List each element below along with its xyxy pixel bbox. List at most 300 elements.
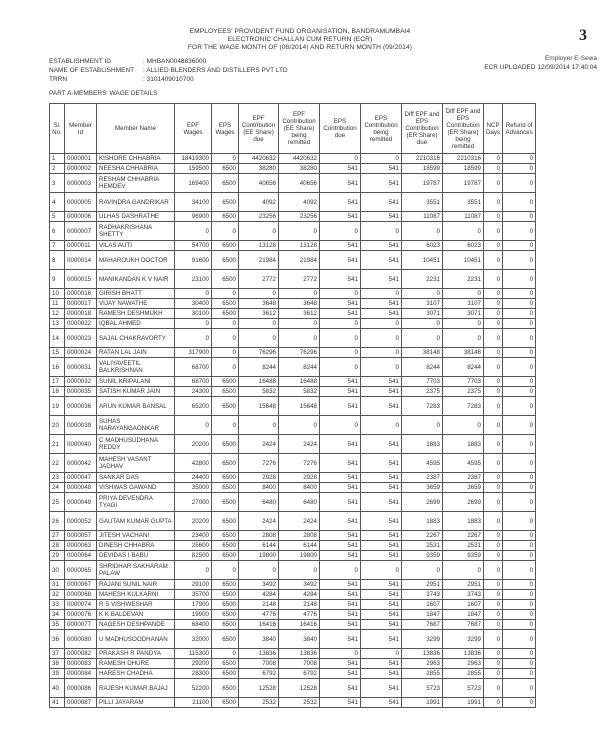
cell-sl: 22 — [50, 454, 65, 473]
cell-diff-remit: 0 — [443, 561, 484, 580]
cell-sl: 41 — [50, 698, 65, 708]
cell-diff-due: 11087 — [402, 212, 443, 222]
cell-epf-wages: 159500 — [175, 164, 212, 174]
cell-eps-due: 0 — [320, 348, 361, 358]
cell-id: 0000047 — [65, 473, 97, 483]
cell-refund: 0 — [503, 551, 536, 561]
cell-epf-due: 19800 — [239, 551, 279, 561]
column-header: Diff EPF and EPS Contribution (ER Share) due — [402, 104, 443, 154]
cell-epf-due: 8244 — [239, 358, 279, 377]
cell-eps-due: 541 — [320, 377, 361, 387]
cell-eps-remit: 541 — [361, 212, 402, 222]
cell-id: 0000042 — [65, 454, 97, 473]
table-row — [50, 164, 536, 174]
cell-eps-due: 0 — [320, 319, 361, 329]
cell-diff-remit: 38148 — [443, 348, 484, 358]
cell-eps-wages: 6500 — [212, 483, 239, 493]
cell-epf-due: 0 — [239, 329, 279, 348]
cell-eps-due: 541 — [320, 531, 361, 541]
cell-diff-due: 3659 — [402, 483, 443, 493]
report-header — [150, 28, 450, 52]
cell-epf-wages: 28300 — [175, 669, 212, 679]
cell-refund: 0 — [503, 512, 536, 531]
cell-sl: 31 — [50, 580, 65, 590]
cell-refund: 0 — [503, 251, 536, 270]
cell-name: MAHESH KULKARNI — [97, 590, 175, 600]
cell-diff-due: 0 — [402, 289, 443, 299]
cell-eps-due: 541 — [320, 174, 361, 193]
table-row — [50, 387, 536, 397]
cell-diff-remit: 2267 — [443, 531, 484, 541]
cell-diff-remit: 3071 — [443, 309, 484, 319]
cell-name: SHRIDHAR SAKHARAM PALAW — [97, 561, 175, 580]
cell-diff-remit: 7283 — [443, 397, 484, 416]
cell-name: RATAN LAL JAIN — [97, 348, 175, 358]
cell-diff-remit: 2531 — [443, 541, 484, 551]
cell-diff-due: 2531 — [402, 541, 443, 551]
table-row — [50, 222, 536, 241]
cell-id: 0000052 — [65, 512, 97, 531]
table-row — [50, 319, 536, 329]
cell-refund: 0 — [503, 309, 536, 319]
cell-id: 0000083 — [65, 659, 97, 669]
table-row — [50, 561, 536, 580]
cell-sl: 4 — [50, 193, 65, 212]
cell-diff-due: 2210316 — [402, 154, 443, 164]
cell-ncp: 0 — [484, 416, 503, 435]
cell-epf-wages: 82500 — [175, 551, 212, 561]
cell-epf-due: 2532 — [239, 698, 279, 708]
table-row — [50, 416, 536, 435]
cell-eps-remit: 541 — [361, 270, 402, 289]
cell-diff-due: 2699 — [402, 493, 443, 512]
table-row — [50, 397, 536, 416]
cell-epf-due: 21984 — [239, 251, 279, 270]
cell-epf-remit: 2424 — [279, 512, 320, 531]
cell-epf-wages: 52200 — [175, 679, 212, 698]
cell-refund: 0 — [503, 610, 536, 620]
cell-eps-remit: 541 — [361, 600, 402, 610]
cell-epf-wages: 65200 — [175, 397, 212, 416]
table-row — [50, 551, 536, 561]
cell-epf-remit: 8400 — [279, 483, 320, 493]
cell-diff-due: 1847 — [402, 610, 443, 620]
cell-ncp: 0 — [484, 241, 503, 251]
cell-epf-wages: 23100 — [175, 270, 212, 289]
cell-diff-remit: 7687 — [443, 620, 484, 630]
cell-epf-wages: 21100 — [175, 698, 212, 708]
cell-id: 0000015 — [65, 270, 97, 289]
cell-sl: 24 — [50, 483, 65, 493]
cell-sl: 7 — [50, 241, 65, 251]
cell-refund: 0 — [503, 174, 536, 193]
cell-name: PRIYA DEVENDRA TYAGI — [97, 493, 175, 512]
cell-diff-remit: 3659 — [443, 483, 484, 493]
cell-refund: 0 — [503, 600, 536, 610]
cell-epf-wages: 35700 — [175, 590, 212, 600]
cell-sl: 21 — [50, 435, 65, 454]
cell-refund: 0 — [503, 493, 536, 512]
cell-epf-due: 76296 — [239, 348, 279, 358]
establishment-id-label: ESTABLISHMENT ID — [49, 58, 111, 65]
column-header: Member Name — [97, 104, 175, 154]
cell-ncp: 0 — [484, 329, 503, 348]
cell-eps-due: 541 — [320, 600, 361, 610]
cell-diff-due: 7687 — [402, 620, 443, 630]
cell-id: 0000063 — [65, 541, 97, 551]
cell-ncp: 0 — [484, 397, 503, 416]
cell-eps-remit: 541 — [361, 590, 402, 600]
cell-epf-due: 2424 — [239, 435, 279, 454]
cell-eps-due: 0 — [320, 561, 361, 580]
cell-epf-remit: 38280 — [279, 164, 320, 174]
cell-name: PILLI JAYARAM — [97, 698, 175, 708]
cell-diff-remit: 0 — [443, 289, 484, 299]
table-row — [50, 270, 536, 289]
cell-ncp: 0 — [484, 222, 503, 241]
cell-epf-due: 2424 — [239, 512, 279, 531]
cell-eps-remit: 0 — [361, 416, 402, 435]
cell-eps-remit: 0 — [361, 358, 402, 377]
report-type: ELECTRONIC CHALLAN CUM RETURN (ECR) — [227, 36, 373, 43]
cell-name: KISHORE CHHABRIA — [97, 154, 175, 164]
column-header: EPS Wages — [212, 104, 239, 154]
cell-name: ULHAS DASHRATHE — [97, 212, 175, 222]
cell-diff-remit: 10451 — [443, 251, 484, 270]
cell-sl: 32 — [50, 590, 65, 600]
table-row — [50, 610, 536, 620]
cell-eps-remit: 541 — [361, 193, 402, 212]
table-row — [50, 630, 536, 649]
table-row — [50, 493, 536, 512]
cell-epf-remit: 3840 — [279, 630, 320, 649]
cell-eps-wages: 0 — [212, 154, 239, 164]
table-header-row — [50, 104, 536, 154]
table-row — [50, 659, 536, 669]
cell-ncp: 0 — [484, 551, 503, 561]
cell-diff-remit: 2855 — [443, 669, 484, 679]
cell-epf-due: 7008 — [239, 659, 279, 669]
cell-eps-wages: 6500 — [212, 610, 239, 620]
cell-eps-wages: 6500 — [212, 531, 239, 541]
cell-epf-due: 4284 — [239, 590, 279, 600]
cell-sl: 28 — [50, 541, 65, 551]
cell-refund: 0 — [503, 270, 536, 289]
cell-eps-wages: 0 — [212, 348, 239, 358]
cell-eps-wages: 6500 — [212, 309, 239, 319]
cell-epf-remit: 7276 — [279, 454, 320, 473]
cell-epf-due: 23256 — [239, 212, 279, 222]
cell-ncp: 0 — [484, 154, 503, 164]
cell-eps-remit: 541 — [361, 512, 402, 531]
establishment-name-value: : ALLIED BLENDERS AND DISTILLERS PVT LTD — [143, 67, 288, 74]
cell-epf-wages: 20200 — [175, 435, 212, 454]
cell-eps-due: 541 — [320, 698, 361, 708]
cell-diff-remit: 11087 — [443, 212, 484, 222]
cell-ncp: 0 — [484, 669, 503, 679]
cell-epf-due: 13836 — [239, 649, 279, 659]
cell-epf-due: 3612 — [239, 309, 279, 319]
cell-ncp: 0 — [484, 590, 503, 600]
cell-ncp: 0 — [484, 610, 503, 620]
cell-epf-due: 6144 — [239, 541, 279, 551]
cell-diff-remit: 2210316 — [443, 154, 484, 164]
org-title: EMPLOYEES' PROVIDENT FUND ORGANISATION, BANDRAMUMBAI4 — [189, 28, 411, 35]
cell-name: VALIYAVEETIL BALKRISHNAN — [97, 358, 175, 377]
cell-id: 0000057 — [65, 531, 97, 541]
cell-epf-remit: 0 — [279, 561, 320, 580]
cell-refund: 0 — [503, 679, 536, 698]
cell-diff-due: 2963 — [402, 659, 443, 669]
column-header: Diff EPF and EPS Contribution (ER Share) being remitted — [443, 104, 484, 154]
cell-name: SUHAS NARAYANGAONKAR — [97, 416, 175, 435]
cell-diff-due: 1883 — [402, 435, 443, 454]
cell-eps-remit: 0 — [361, 348, 402, 358]
cell-epf-wages: 34100 — [175, 193, 212, 212]
cell-sl: 3 — [50, 174, 65, 193]
cell-epf-wages: 68700 — [175, 377, 212, 387]
cell-refund: 0 — [503, 531, 536, 541]
cell-diff-remit: 8244 — [443, 358, 484, 377]
ecr-uploaded-timestamp: ECR UPLOADED 12/09/2014 17:40:04 — [484, 64, 597, 71]
cell-eps-wages: 0 — [212, 416, 239, 435]
table-row — [50, 454, 536, 473]
cell-epf-due: 40656 — [239, 174, 279, 193]
cell-sl: 1 — [50, 154, 65, 164]
cell-eps-due: 541 — [320, 309, 361, 319]
cell-eps-remit: 541 — [361, 435, 402, 454]
cell-eps-remit: 541 — [361, 251, 402, 270]
cell-eps-remit: 541 — [361, 473, 402, 483]
cell-name: GAUTAM KUMAR GUPTA — [97, 512, 175, 531]
cell-ncp: 0 — [484, 299, 503, 309]
cell-epf-remit: 3612 — [279, 309, 320, 319]
cell-id: 0000067 — [65, 580, 97, 590]
cell-eps-due: 541 — [320, 435, 361, 454]
cell-epf-due: 0 — [239, 319, 279, 329]
cell-eps-remit: 541 — [361, 299, 402, 309]
cell-epf-due: 12528 — [239, 679, 279, 698]
cell-id: 0000014 — [65, 251, 97, 270]
cell-diff-due: 9359 — [402, 551, 443, 561]
cell-epf-remit: 16416 — [279, 620, 320, 630]
cell-id: 0000024 — [65, 348, 97, 358]
cell-epf-remit: 8244 — [279, 358, 320, 377]
cell-diff-due: 3107 — [402, 299, 443, 309]
cell-ncp: 0 — [484, 174, 503, 193]
cell-eps-remit: 541 — [361, 164, 402, 174]
cell-epf-wages: 115300 — [175, 649, 212, 659]
cell-name: DEVIDAS I BABU — [97, 551, 175, 561]
cell-eps-wages: 6500 — [212, 590, 239, 600]
cell-refund: 0 — [503, 154, 536, 164]
table-row — [50, 483, 536, 493]
cell-name: IQBAL AHMED — [97, 319, 175, 329]
cell-id: 0000031 — [65, 358, 97, 377]
cell-diff-remit: 4595 — [443, 454, 484, 473]
cell-epf-wages: 30400 — [175, 299, 212, 309]
cell-epf-remit: 0 — [279, 329, 320, 348]
cell-epf-wages: 317900 — [175, 348, 212, 358]
cell-epf-due: 3492 — [239, 580, 279, 590]
table-row — [50, 212, 536, 222]
cell-ncp: 0 — [484, 377, 503, 387]
cell-id: 0000039 — [65, 416, 97, 435]
cell-id: 0000018 — [65, 309, 97, 319]
cell-ncp: 0 — [484, 630, 503, 649]
cell-epf-remit: 3492 — [279, 580, 320, 590]
table-row — [50, 241, 536, 251]
cell-refund: 0 — [503, 358, 536, 377]
cell-eps-remit: 541 — [361, 483, 402, 493]
cell-eps-due: 541 — [320, 493, 361, 512]
cell-eps-wages: 6500 — [212, 669, 239, 679]
cell-eps-due: 541 — [320, 620, 361, 630]
cell-ncp: 0 — [484, 493, 503, 512]
cell-eps-remit: 541 — [361, 174, 402, 193]
cell-id: 0000032 — [65, 377, 97, 387]
table-row — [50, 531, 536, 541]
cell-sl: 20 — [50, 416, 65, 435]
cell-epf-remit: 23256 — [279, 212, 320, 222]
cell-diff-due: 4595 — [402, 454, 443, 473]
employer-esewa-label: Employer E-Sewa — [544, 55, 597, 62]
cell-name: JITESH VACHANI — [97, 531, 175, 541]
cell-sl: 6 — [50, 222, 65, 241]
cell-epf-wages: 0 — [175, 561, 212, 580]
table-row — [50, 620, 536, 630]
cell-diff-remit: 0 — [443, 329, 484, 348]
establishment-id-value: : MHBAN0048836000 — [143, 58, 207, 65]
cell-name: RAJESH KUMAR BAJAJ — [97, 679, 175, 698]
cell-epf-remit: 3648 — [279, 299, 320, 309]
cell-sl: 14 — [50, 329, 65, 348]
cell-diff-remit: 1607 — [443, 600, 484, 610]
cell-sl: 25 — [50, 493, 65, 512]
cell-ncp: 0 — [484, 435, 503, 454]
cell-epf-due: 4092 — [239, 193, 279, 212]
cell-ncp: 0 — [484, 289, 503, 299]
cell-eps-due: 541 — [320, 397, 361, 416]
cell-refund: 0 — [503, 473, 536, 483]
cell-eps-remit: 0 — [361, 329, 402, 348]
cell-diff-remit: 1883 — [443, 512, 484, 531]
table-row — [50, 251, 536, 270]
cell-eps-wages: 6500 — [212, 212, 239, 222]
cell-id: 0000022 — [65, 319, 97, 329]
cell-eps-due: 541 — [320, 679, 361, 698]
cell-diff-due: 3551 — [402, 193, 443, 212]
cell-name: RAJANI SUNIL NAIR — [97, 580, 175, 590]
cell-name: GIRISH BHATT — [97, 289, 175, 299]
cell-epf-due: 0 — [239, 222, 279, 241]
cell-eps-wages: 6500 — [212, 251, 239, 270]
cell-sl: 16 — [50, 358, 65, 377]
cell-epf-wages: 0 — [175, 289, 212, 299]
cell-sl: 33 — [50, 600, 65, 610]
cell-diff-due: 7283 — [402, 397, 443, 416]
cell-epf-wages: 25600 — [175, 541, 212, 551]
cell-sl: 8 — [50, 251, 65, 270]
cell-name: NAGESH DESHPANDE — [97, 620, 175, 630]
cell-epf-due: 2928 — [239, 473, 279, 483]
cell-eps-due: 0 — [320, 289, 361, 299]
cell-name: NEESHA CHHABRIA — [97, 164, 175, 174]
cell-eps-due: 541 — [320, 387, 361, 397]
table-row — [50, 512, 536, 531]
cell-diff-due: 2951 — [402, 580, 443, 590]
cell-diff-remit: 1847 — [443, 610, 484, 620]
cell-epf-remit: 0 — [279, 289, 320, 299]
cell-ncp: 0 — [484, 659, 503, 669]
cell-diff-due: 3299 — [402, 630, 443, 649]
cell-epf-remit: 0 — [279, 222, 320, 241]
cell-epf-due: 0 — [239, 289, 279, 299]
cell-refund: 0 — [503, 212, 536, 222]
cell-refund: 0 — [503, 435, 536, 454]
cell-diff-remit: 7703 — [443, 377, 484, 387]
cell-refund: 0 — [503, 329, 536, 348]
cell-eps-wages: 6500 — [212, 679, 239, 698]
cell-epf-due: 15648 — [239, 397, 279, 416]
cell-eps-due: 541 — [320, 580, 361, 590]
cell-refund: 0 — [503, 348, 536, 358]
cell-diff-remit: 2375 — [443, 387, 484, 397]
cell-epf-wages: 0 — [175, 329, 212, 348]
cell-eps-due: 541 — [320, 669, 361, 679]
cell-diff-remit: 2699 — [443, 493, 484, 512]
cell-refund: 0 — [503, 164, 536, 174]
cell-refund: 0 — [503, 289, 536, 299]
table-row — [50, 679, 536, 698]
cell-diff-due: 38148 — [402, 348, 443, 358]
cell-eps-due: 0 — [320, 154, 361, 164]
cell-eps-wages: 0 — [212, 561, 239, 580]
cell-sl: 35 — [50, 620, 65, 630]
cell-id: 0000065 — [65, 561, 97, 580]
cell-eps-wages: 6500 — [212, 387, 239, 397]
cell-eps-remit: 541 — [361, 679, 402, 698]
cell-ncp: 0 — [484, 483, 503, 493]
cell-sl: 23 — [50, 473, 65, 483]
cell-epf-wages: 91600 — [175, 251, 212, 270]
cell-ncp: 0 — [484, 541, 503, 551]
cell-epf-remit: 4420632 — [279, 154, 320, 164]
cell-ncp: 0 — [484, 649, 503, 659]
wage-details-table — [49, 103, 536, 708]
cell-epf-remit: 4776 — [279, 610, 320, 620]
cell-name: MANIKANDAN K V NAIR — [97, 270, 175, 289]
cell-id: 0000084 — [65, 669, 97, 679]
page-number: 3 — [579, 27, 587, 44]
cell-eps-wages: 6500 — [212, 241, 239, 251]
cell-eps-wages: 6500 — [212, 493, 239, 512]
cell-diff-remit: 2963 — [443, 659, 484, 669]
cell-name: RESHAM CHHABRIA HEMDEV — [97, 174, 175, 193]
trrn-value: : 3101409010700 — [143, 76, 194, 83]
cell-eps-remit: 541 — [361, 630, 402, 649]
cell-diff-due: 1607 — [402, 600, 443, 610]
cell-diff-due: 0 — [402, 222, 443, 241]
establishment-details — [49, 57, 288, 84]
cell-id: 0000048 — [65, 483, 97, 493]
column-header: EPF Contribution (EE Share) due — [239, 104, 279, 154]
cell-eps-remit: 541 — [361, 454, 402, 473]
cell-name: U MADHUSOODHANAN — [97, 630, 175, 649]
cell-ncp: 0 — [484, 193, 503, 212]
cell-sl: 38 — [50, 659, 65, 669]
table-row — [50, 473, 536, 483]
